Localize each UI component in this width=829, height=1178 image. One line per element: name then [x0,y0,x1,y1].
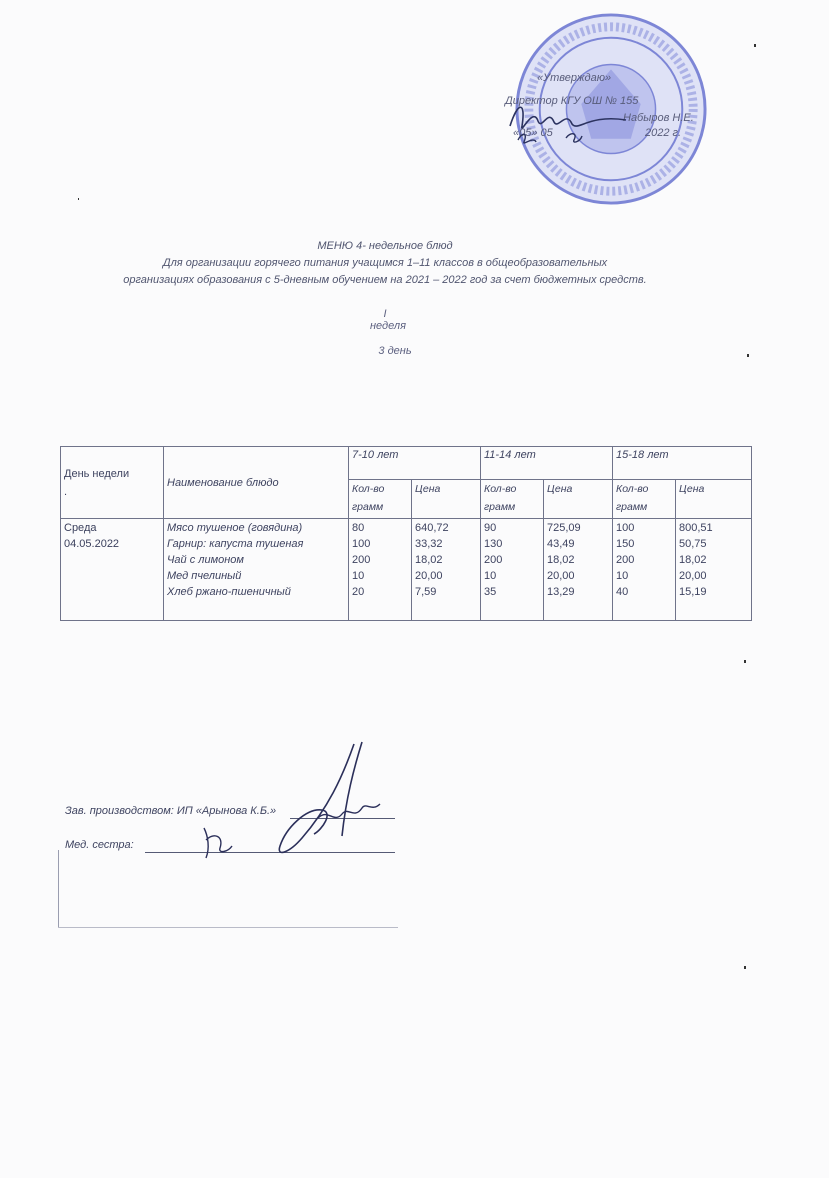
approval-year: 2022 г. [645,127,682,139]
week-label: I неделя [370,308,406,332]
approval-date: «05» 05 [513,127,553,139]
cell-day [61,519,164,621]
cell-qty-7-10: 80 100 200 10 20 [349,519,412,621]
dish-name: Хлеб ржано-пшеничный [167,586,291,598]
cell-qty-11-14: 90 130 200 10 35 [481,519,544,621]
document-subtitle-2: организациях образования с 5-дневным обучением на 2021 – 2022 год за счет бюджетных средств. [123,274,647,286]
director-signature [508,96,628,148]
dish-name: Чай с лимоном [167,554,244,566]
header-price: Цена [544,480,613,519]
production-head-label: Зав. производством: ИП «Арынова К.Б.» [65,805,277,817]
document-subtitle-1: Для организации горячего питания учащимся 1–11 классов в общеобразовательных [162,257,608,269]
document-heading [60,238,710,289]
director-name: Набыров Н.Е. [623,112,694,124]
approve-label: «Утверждаю» [537,72,612,84]
cell-price-7-10: 640,72 33,32 18,02 20,00 7,59 [412,519,481,621]
cell-price-11-14: 725,09 43,49 18,02 20,00 13,29 [544,519,613,621]
cell-qty-15-18: 100 150 200 10 40 [613,519,676,621]
header-age-15-18: 15-18 лет [613,447,752,480]
nurse-label: Мед. сестра: [65,839,134,851]
divider [58,927,398,928]
header-age-11-14: 11-14 лет [481,447,613,480]
divider [58,850,59,928]
cell-dishes [164,519,349,621]
dish-name: Мед пчелиный [167,570,242,582]
header-dish-name: Наименование блюдо [164,447,349,519]
row-day: Среда [64,522,97,534]
day-label: 3 день [378,345,412,357]
header-price: Цена [676,480,752,519]
table-row [61,519,752,621]
header-age-7-10: 7-10 лет [349,447,481,480]
dish-name: Гарнир: капуста тушеная [167,538,304,550]
header-qty: Кол-во грамм [613,480,676,519]
document-title: МЕНЮ 4- недельное блюд [317,240,453,252]
nurse-signature [198,826,238,861]
header-qty: Кол-во грамм [349,480,412,519]
menu-table [60,446,752,621]
header-price: Цена [412,480,481,519]
row-date: 04.05.2022 [64,538,120,550]
cell-price-15-18: 800,51 50,75 18,02 20,00 15,19 [676,519,752,621]
production-head-signature [262,738,402,863]
director-line: Директор КГУ ОШ № 155 [505,95,639,107]
header-qty: Кол-во грамм [481,480,544,519]
table-header-row [61,447,752,480]
dish-name: Мясо тушеное (говядина) [167,522,303,534]
header-day-of-week: День недели . [61,447,164,519]
